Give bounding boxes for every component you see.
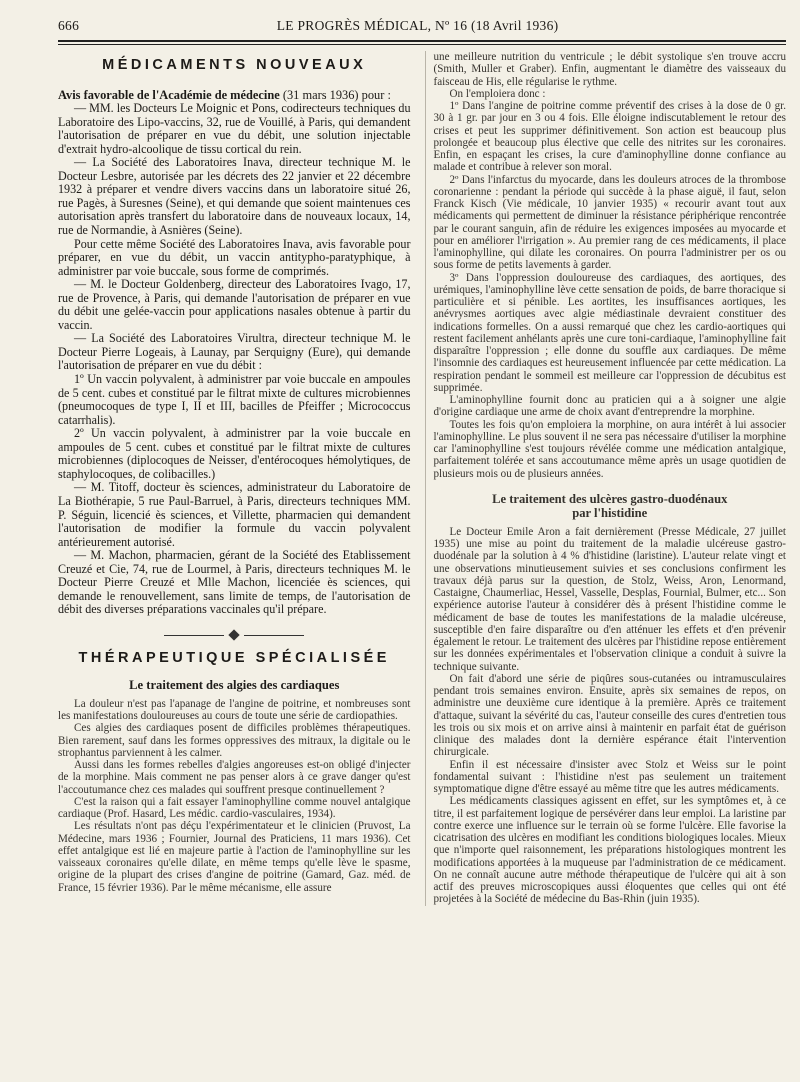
paragraph: 2º Dans l'infarctus du myocarde, dans les douleurs atroces de la thrombose coronarienne : pendant la période qui succède à la phase aiguë, il faut, selon Franck Kisch (Vie médicale, 10 janvier 1935) « recourir avant tout aux médicaments qui permettent de diminuer la résistance périphérique rencontrée par le courant sanguin, afin de réduire les exigences imposées au myocarde et pour en améliorer l'irrigation ». Au premier rang de ces médicaments, il place l'aminophylline, qui dilate les coronaires. On pourra l'administrer per os ou sous forme de petits lavements à garder. [433,173,786,272]
paragraph: Enfin il est nécessaire d'insister avec Stolz et Weiss sur le point fondamental suivant : l'histidine n'est pas seulement un traitement symptomatique digne d'être essayé au même titre que les autres médicaments. [433,758,786,795]
paragraph: Les résultats n'ont pas déçu l'expérimentateur et le clinicien (Pruvost, La Médecine, mars 1936 ; Fournier, Journal des Praticiens, 11 mars 1936). Cet effet antalgique est lié en majeure partie à l'action de l'aminophylline sur les vaisseaux coronaires qu'elle dilate, en même temps qu'elle lève le spasme, origine de la plupart des crises d'angine de poitrine (Gamard, Gaz. méd. de France, 15 février 1936). Par le même mécanisme, elle assure [58,820,411,894]
paragraph: — M. Machon, pharmacien, gérant de la Société des Etablissement Creuzé et Cie, 74, rue de Lourmel, à Paris, directeurs techniques M. le Docteur Pierre Creuzé et Mlle Machon, licenciée ès sciences, qui demande le renouvellement, sans limite de temps, de l'autorisation de débit des diverses préparations vaccinales qu'il prépare. [58,548,411,617]
paragraph: 1º Un vaccin polyvalent, à administrer par voie buccale en ampoules de 5 cent. cubes et constitué par le filtrat mixte de cultures microbiennes (pneumocoques de type I, II et III, bacilles de Pfeiffer ; Micrococcus catarrhalis). [58,372,411,427]
paragraph: Aussi dans les formes rebelles d'algies angoreuses est-on obligé d'injecter de la morphine. Mais comment ne pas penser alors à ce grave danger qu'est l'accoutumance chez ces malades qui souffrent presque continuellement ? [58,759,411,796]
paragraph: 2º Un vaccin polyvalent, à administrer par la voie buccale en ampoules de 5 cent. cubes et constitué par le filtrat mixte de cultures microbiennes (diplocoques de Neisser, d'entérocoques hémolytiques, de staphylocoques, de colibacilles.) [58,426,411,481]
paragraph: La douleur n'est pas l'apanage de l'angine de poitrine, et nombreuses sont les manifestations douloureuses au cours de toute une série de cardiopathies. [58,697,411,723]
article-title-algies: Le traitement des algies des cardiaques [129,677,340,692]
paragraph: Ces algies des cardiaques posent de difficiles problèmes thérapeutiques. Bien rarement, sauf dans les formes oppressives des mitraux, la digitale ou le strophantus parviennent à les calmer. [58,722,411,759]
avis-title: Avis favorable de l'Académie de médecine [58,87,280,102]
two-column-layout [58,51,786,906]
paragraph: Pour cette même Société des Laboratoires Inava, avis favorable pour préparer, en vue du débit, un vaccin antitypho-paratyphique, à administrer par voie buccale, sous forme de comprimés. [58,236,411,278]
paragraph: 3º Dans l'oppression douloureuse des cardiaques, des aortiques, des urémiques, l'aminophylline lève cette sensation de poids, de barre thoracique si particulière et si pénible. Les aortites, les insuffisances aortiques, les anévrysmes aortiques avec algie médiastinale devraient constituer des indications formelles. On a aussi remarqué que chez les cardio-aortiques qui restent facilement anhélants après une cure toni-cardiaque, l'aminophylline fait disparaître l'oppression ; elle donne du souffle aux cardiaques. De même l'insomnie des cardiaques est heureusement influencée par cette médication. La respiration pendant le sommeil est meilleure car l'oppression de décubitus est supprimée. [433,271,786,394]
article-title-line: par l'histidine [572,505,648,520]
left-column [58,51,411,906]
paragraph: — La Société des Laboratoires Inava, directeur technique M. le Docteur Lesbre, autorisée par les décrets des 22 janvier et 22 décembre 1932 à préparer et vendre divers vaccins dans un laboratoire situé 26, rue Pagès, à Suresnes (Seine), et qui demande que soient maintenues ces autorisation après transfert du laboratoire dans de nouveaux locaux, 14, rue de Normandie, à Asnières (Seine). [58,155,411,238]
paragraph: — M. Titoff, docteur ès sciences, administrateur du Laboratoire de La Biothérapie, 5 rue Paul-Barruel, à Paris, directeurs techniques MM. P. Séguin, licencié ès sciences, et Villette, pharmacien qui demandent l'autorisation de modifier la formule du vaccin polyvalent antérieurement autorisé. [58,480,411,549]
section-title-medicaments: MÉDICAMENTS NOUVEAUX [102,57,367,73]
article-title-line: Le traitement des ulcères gastro-duodénaux [492,491,728,506]
article-title-ulceres [434,492,787,520]
header-rule [58,40,786,42]
paragraph: C'est la raison qui a fait essayer l'aminophylline comme nouvel antalgique cardiaque (Prof. Hasard, Les médic. cardio-vasculaires, 1934). [58,795,411,821]
page-header [58,18,786,38]
section-title-therapeutique: THÉRAPEUTIQUE SPÉCIALISÉE [78,650,390,667]
paragraph: — MM. les Docteurs Le Moignic et Pons, codirecteurs techniques du Laboratoire des Lipo-vaccins, 32, rue de Vouillé, à Paris, qui demandent l'autorisation de préparer en vue du débit, une solution injectable d'extrait hydro-alcoolique de tissu cortical du rein. [58,101,411,156]
article-body-algies [58,698,411,894]
paragraph: Le Docteur Emile Aron a fait dernièrement (Presse Médicale, 27 juillet 1935) une mise au point du traitement de la maladie ulcéreuse gastro-duodénale par la solution à 4 % d'histidine (laristine). L'auteur relate vingt et une observations minutieusement suivies et ses conclusions confirment les travaux déjà parus sur la question, de Stolz, Weiss, Aron, Lenormand, Castaigne, Chaumerliac, Hessel, Vasselle, Desplas, Fournial, Bulmer, etc... Son expérience autorise l'auteur à considérer dès à présent l'histidine comme le médicament de base de toutes les manifestations de la maladie ulcéreuse, susceptible d'en faire disparaître ou d'en atténuer les effets et d'en prévenir également le retour. Le traitement des ulcères par l'histidine repose entièrement sur les données expérimentales et l'observation clinique a conduit à suivre la technique suivante. [433,525,786,673]
paragraph: On l'emploiera donc : [449,87,546,100]
avis-date: (31 mars 1936) pour : [279,87,391,102]
paragraph: L'aminophylline fournit donc au praticien qui a à soigner une algie d'origine cardiaque une arme de choix avant d'entreprendre la morphine. [433,394,786,419]
paragraph: — M. le Docteur Goldenberg, directeur des Laboratoires Ivago, 17, rue de Provence, à Paris, qui demande l'autorisation de préparer en vue du débit une gelée-vaccin pour applications nasales obtenue à partir du vaccin. [58,277,411,332]
journal-title: LE PROGRÈS MÉDICAL, Nº 16 (18 Avril 1936) [276,18,559,33]
avis-heading [58,89,411,103]
paragraph: 1º Dans l'angine de poitrine comme préventif des crises à la dose de 0 gr. 30 à 1 gr. par jour en 3 ou 4 fois. Elle éloigne indiscutablement le retour des crises et peut les supprimer définitivement. Son action est beaucoup plus prolongée et beaucoup plus élective que celle des nitrites sur les coronaires. Enfin, en espaçant les crises, la cure d'aminophylline donne confiance au malade et contribue à relever son moral. [433,100,786,174]
paragraph: — La Société des Laboratoires Virultra, directeur technique M. le Docteur Pierre Logeais, à Launay, par Serquigny (Eure), qui demande l'autorisation de préparer en vue du débit : [58,331,411,373]
paragraph: une meilleure nutrition du ventricule ; le débit systolique s'en trouve accru (Smith, Muller et Graber). Enfin, augmentant le diamètre des vaisseaux du faisceau de His, elle régularise le rythme. [433,51,786,88]
paragraph: Les médicaments classiques agissent en effet, sur les symptômes et, à ce titre, il est parfaitement logique de persévérer dans leur emploi. La laristine par contre exerce une influence sur le terrain où se forme l'ulcère. Elle favorise la cicatrisation des ulcères en modifiant les conditions biologiques locales. Mieux que n'importe quel raisonnement, les préparations histologiques montrent les modifications apportées à la muqueuse par l'administration de ce médicament. On ne connaît aucune autre méthode thérapeutique de l'ulcère qui ait à son actif des preuves microscopiques aussi éloquentes que celles qui ont été projetées à la Société de médecine du Bas-Rhin (juin 1935). [433,795,786,906]
section-divider [58,629,411,643]
header-rule-thin [58,44,786,45]
right-column [425,51,787,906]
paragraph: On fait d'abord une série de piqûres sous-cutanées ou intramusculaires pendant trois semaines environ. Ensuite, après six semaines de repos, on administre une deuxième cure identique à la première. Après ce traitement d'attaque, suivant la sévérité du cas, l'auteur conseille des cures d'entretien tous les trois ou six mois et on arrive ainsi à maintenir en parfait état de guérison clinique des malades dont la dernière espérance était l'intervention chirurgicale. [433,672,786,759]
page-number: 666 [58,18,80,33]
paragraph: Toutes les fois qu'on emploiera la morphine, on aura intérêt à lui associer l'aminophylline. Le plus souvent il ne sera pas nécessaire d'utiliser la morphine car l'aminophylline s'est toujours révélée comme une médication antalgique, parfaitement tolérée et sans accoutumance même après un usage quotidien de plusieurs mois ou de plusieurs années. [433,418,786,480]
